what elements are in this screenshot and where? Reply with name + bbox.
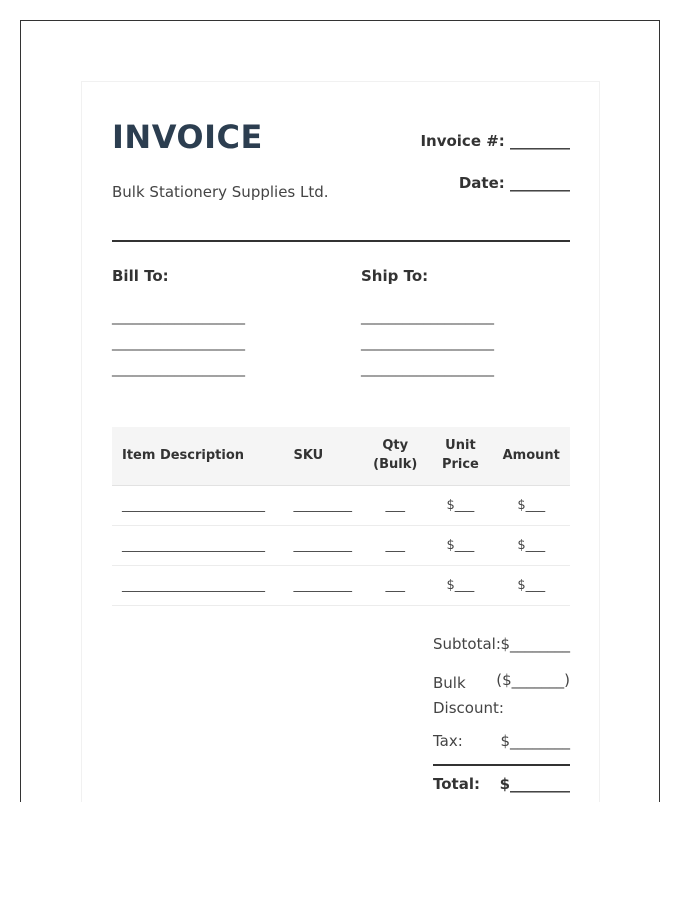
items-table [112,427,570,606]
cell-sku: _________ [283,566,362,606]
cell-description: ______________________ [112,486,283,526]
cell-amount: $___ [493,486,571,526]
column-header-qty: Qty (Bulk) [362,427,428,486]
table-row [112,486,570,526]
cell-unit-price: $___ [428,566,492,606]
cell-unit-price: $___ [428,526,492,566]
cell-amount: $___ [493,526,571,566]
bill-to-label: Bill To: [112,267,169,285]
bill-to-line: ___________________ [112,335,245,351]
column-header-amount: Amount [493,427,571,486]
subtotal-value: $________ [500,635,570,653]
table-row [112,566,570,606]
company-name: Bulk Stationery Supplies Ltd. [112,183,329,201]
cell-sku: _________ [283,526,362,566]
cell-qty: ___ [362,566,428,606]
bulk-discount-label: Bulk Discount: [433,674,504,717]
ship-to-label: Ship To: [361,267,429,285]
bill-to-line: ___________________ [112,309,245,325]
column-header-description: Item Description [112,427,283,486]
invoice-title: INVOICE [112,118,263,156]
items-header-row [112,427,570,486]
table-row [112,526,570,566]
header-divider [112,240,570,242]
total-value: $________ [499,775,570,793]
invoice-number-field: Invoice #: ________ [420,132,570,150]
cell-description: ______________________ [112,566,283,606]
bulk-discount-value: ($_______) [496,671,570,689]
column-header-unit-price: Unit Price [428,427,492,486]
total-label: Total: [433,775,480,793]
tax-label: Tax: [433,732,463,750]
totals-divider [433,764,570,766]
cell-description: ______________________ [112,526,283,566]
cell-sku: _________ [283,486,362,526]
cell-qty: ___ [362,486,428,526]
ship-to-line: ___________________ [361,361,494,377]
subtotal-label: Subtotal: [433,635,501,653]
bill-to-line: ___________________ [112,361,245,377]
ship-to-line: ___________________ [361,335,494,351]
column-header-sku: SKU [283,427,362,486]
cell-unit-price: $___ [428,486,492,526]
invoice-date-field: Date: ________ [458,174,570,192]
cell-qty: ___ [362,526,428,566]
ship-to-line: ___________________ [361,309,494,325]
cell-amount: $___ [493,566,571,606]
tax-value: $________ [500,732,570,750]
